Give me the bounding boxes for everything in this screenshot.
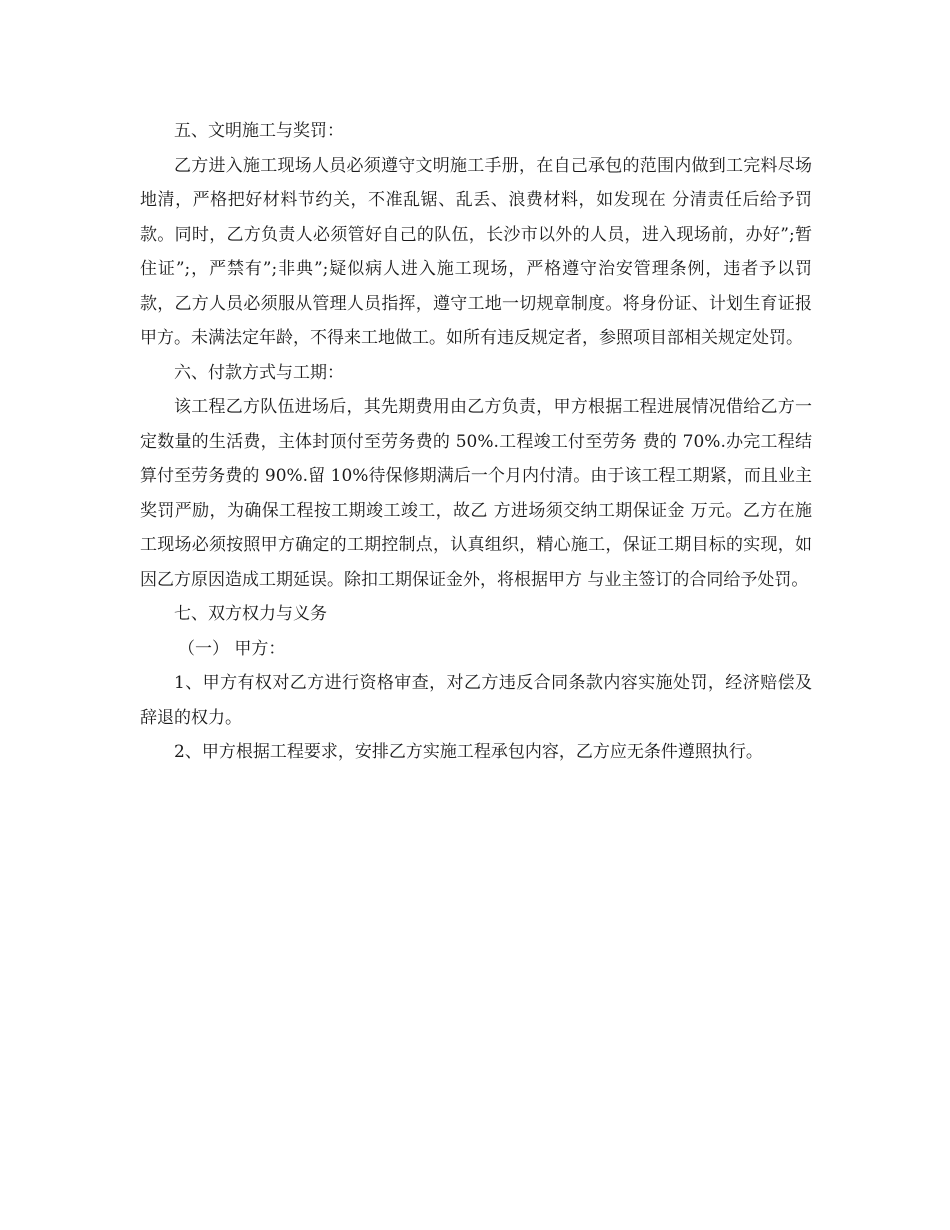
section-7-item-1: 1、甲方有权对乙方进行资格审查，对乙方违反合同条款内容实施处罚，经济赔偿及辞退的权力。: [140, 673, 812, 728]
section-6-paragraph: 该工程乙方队伍进场后，其先期费用由乙方负责，甲方根据工程进展情况借给乙方一定数量的生活费，主体封顶付至劳务费的 50%.工程竣工付至劳务 费的 70%.办完工程结算付至劳务费的 90%.留 10%待保修期满后一个月内付清。由于该工程工期紧，而且业主奖罚严励，为确保工程按工期竣工竣工，故乙 方进场须交纳工期保证金 万元。乙方在施工现场必须按照甲方确定的工期控制点，认真组织，精心施工，保证工期目标的实现，如因乙方原因造成工期延误。除扣工期保证金外，将根据甲方 与业主签订的合同给予处罚。: [140, 397, 812, 590]
section-5-paragraph: 乙方进入施工现场人员必须遵守文明施工手册，在自己承包的范围内做到工完料尽场地清，严格把好材料节约关，不准乱锯、乱丢、浪费材料，如发现在 分清责任后给予罚款。同时，乙方负责人必须管好自己的队伍，长沙市以外的人员，进入现场前，办好”;暂住证”;，严禁有”;非典”;疑似病人进入施工现场，严格遵守治安管理条例，违者予以罚款，乙方人员必须服从管理人员指挥，遵守工地一切规章制度。将身份证、计划生育证报甲方。未满法定年龄，不得来工地做工。如所有违反规定者，参照项目部相关规定处罚。: [140, 155, 812, 348]
section-5-heading: 五、文明施工与奖罚：: [174, 121, 344, 141]
document-body: [140, 114, 812, 770]
section-7-item-2: 2、甲方根据工程要求，安排乙方实施工程承包内容，乙方应无条件遵照执行。: [174, 742, 763, 762]
section-7-subheading: （一） 甲方：: [178, 638, 286, 659]
section-7-heading: 七、双方权力与义务: [174, 604, 327, 624]
section-6-heading: 六、付款方式与工期：: [174, 362, 344, 383]
